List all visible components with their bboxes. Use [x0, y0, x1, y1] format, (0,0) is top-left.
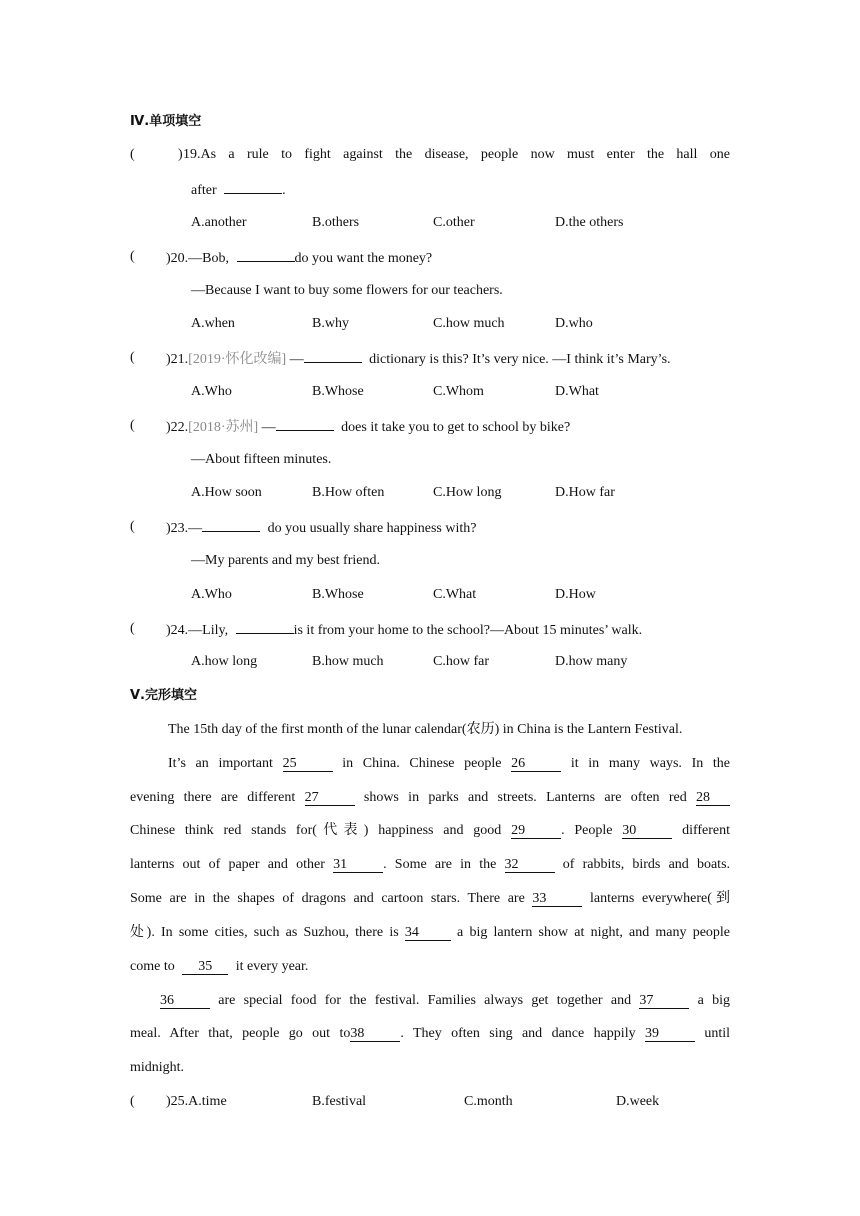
- question-stem: )24.—Lily, is it from your home to the school?—About 15 minutes’ walk.: [166, 620, 642, 640]
- answer-blank[interactable]: [236, 620, 294, 634]
- option-c: C.Whom: [433, 384, 484, 399]
- option-d: D.How far: [555, 485, 615, 500]
- cloze-blank[interactable]: 33: [532, 892, 582, 907]
- cloze-blank[interactable]: 27: [305, 791, 355, 806]
- answer-blank[interactable]: [224, 180, 282, 194]
- option-c: C.other: [433, 215, 475, 230]
- passage-line: come to 35 it every year.: [130, 959, 309, 974]
- passage-line: 36 are special food for the festival. Families always get together and 37 a big: [160, 993, 731, 1008]
- option-c: C.How long: [433, 485, 502, 500]
- passage-line: The 15th day of the first month of the lunar calendar(农历) in China is the Lantern Festival.: [168, 722, 683, 737]
- option-a: A.when: [191, 316, 235, 331]
- answer-paren-open: (: [130, 147, 135, 162]
- option-d: D.the others: [555, 215, 624, 230]
- passage-line: 处). In some cities, such as Suzhou, there is 34 a big lantern show at night, and many people: [130, 925, 731, 940]
- question-stem: )22.[2018·苏州] — does it take you to get to school by bike?: [166, 417, 570, 437]
- option-b: B.why: [312, 316, 349, 331]
- option-a: A.Who: [191, 384, 232, 399]
- option-b: B.How often: [312, 485, 385, 500]
- passage-line: evening there are different 27 shows in parks and streets. Lanterns are often red 28: [130, 789, 730, 807]
- option-a: )25.A.time: [166, 1094, 227, 1109]
- option-b: B.how much: [312, 654, 384, 669]
- answer-paren-open: (: [130, 249, 135, 264]
- cloze-blank[interactable]: 25: [283, 757, 333, 772]
- answer-blank[interactable]: [276, 417, 334, 431]
- answer-paren-open: (: [130, 1094, 135, 1109]
- option-b: B.others: [312, 215, 360, 230]
- question-stem: )23.— do you usually share happiness with?: [166, 518, 476, 538]
- option-a: A.Who: [191, 587, 232, 602]
- option-c: C.how far: [433, 654, 489, 669]
- reply-line: —Because I want to buy some flowers for our teachers.: [191, 283, 503, 298]
- option-d: D.How: [555, 587, 596, 602]
- option-a: A.another: [191, 215, 247, 230]
- passage-line: Some are in the shapes of dragons and cartoon stars. There are 33 lanterns everywhere(到: [130, 891, 730, 906]
- option-b: B.Whose: [312, 587, 364, 602]
- answer-blank[interactable]: [304, 349, 362, 363]
- question-stem: )21.[2019·怀化改编] — dictionary is this? It’s very nice. —I think it’s Mary’s.: [166, 349, 671, 369]
- section-title: Ⅳ.单项填空: [130, 114, 202, 129]
- passage-line: Chinese think red stands for(代表) happiness and good 29 . People 30 different: [130, 823, 731, 838]
- cloze-blank[interactable]: 37: [639, 994, 689, 1009]
- question-stem: )20.—Bob, do you want the money?: [166, 248, 432, 268]
- option-d: D.who: [555, 316, 593, 331]
- cloze-blank[interactable]: 38: [350, 1027, 400, 1042]
- option-c: C.how much: [433, 316, 505, 331]
- cloze-blank[interactable]: 31: [333, 858, 383, 873]
- cloze-blank[interactable]: 39: [645, 1027, 695, 1042]
- cloze-blank[interactable]: 34: [405, 926, 451, 941]
- cloze-blank[interactable]: 30: [622, 824, 672, 839]
- passage-line: It’s an important 25 in China. Chinese people 26 it in many ways. In the: [168, 756, 731, 771]
- option-b: B.festival: [312, 1094, 367, 1109]
- answer-paren-close: ): [178, 147, 183, 162]
- option-c: C.What: [433, 587, 477, 602]
- option-b: B.Whose: [312, 384, 364, 399]
- cloze-blank[interactable]: 35: [182, 960, 228, 975]
- source-reference: [2019·怀化改编]: [188, 352, 287, 367]
- cloze-blank[interactable]: 29: [511, 824, 561, 839]
- passage-line: meal. After that, people go out to38 . They often sing and dance happily 39 until: [130, 1026, 731, 1041]
- reply-line: —My parents and my best friend.: [191, 553, 380, 568]
- answer-paren-open: (: [130, 621, 135, 636]
- option-a: A.How soon: [191, 485, 262, 500]
- question-stem-cont: after .: [191, 180, 286, 200]
- question-stem: 19.As a rule to fight against the disease, people now must enter the hall one: [183, 147, 730, 162]
- section-title: Ⅴ.完形填空: [130, 688, 197, 703]
- answer-paren-open: (: [130, 350, 135, 365]
- cloze-blank[interactable]: 32: [505, 858, 555, 873]
- source-reference: [2018·苏州]: [188, 420, 259, 435]
- passage-line: midnight.: [130, 1060, 185, 1075]
- answer-paren-open: (: [130, 418, 135, 433]
- answer-blank[interactable]: [202, 518, 260, 532]
- option-c: C.month: [464, 1094, 513, 1109]
- option-d: D.how many: [555, 654, 628, 669]
- option-d: D.week: [616, 1094, 660, 1109]
- option-a: A.how long: [191, 654, 258, 669]
- answer-paren-open: (: [130, 519, 135, 534]
- cloze-blank[interactable]: 26: [511, 757, 561, 772]
- reply-line: —About fifteen minutes.: [191, 452, 332, 467]
- passage-line: lanterns out of paper and other 31 . Some are in the 32 of rabbits, birds and boats.: [130, 857, 731, 872]
- cloze-blank[interactable]: 36: [160, 994, 210, 1009]
- cloze-blank[interactable]: 28: [696, 791, 730, 806]
- option-d: D.What: [555, 384, 599, 399]
- answer-blank[interactable]: [237, 248, 295, 262]
